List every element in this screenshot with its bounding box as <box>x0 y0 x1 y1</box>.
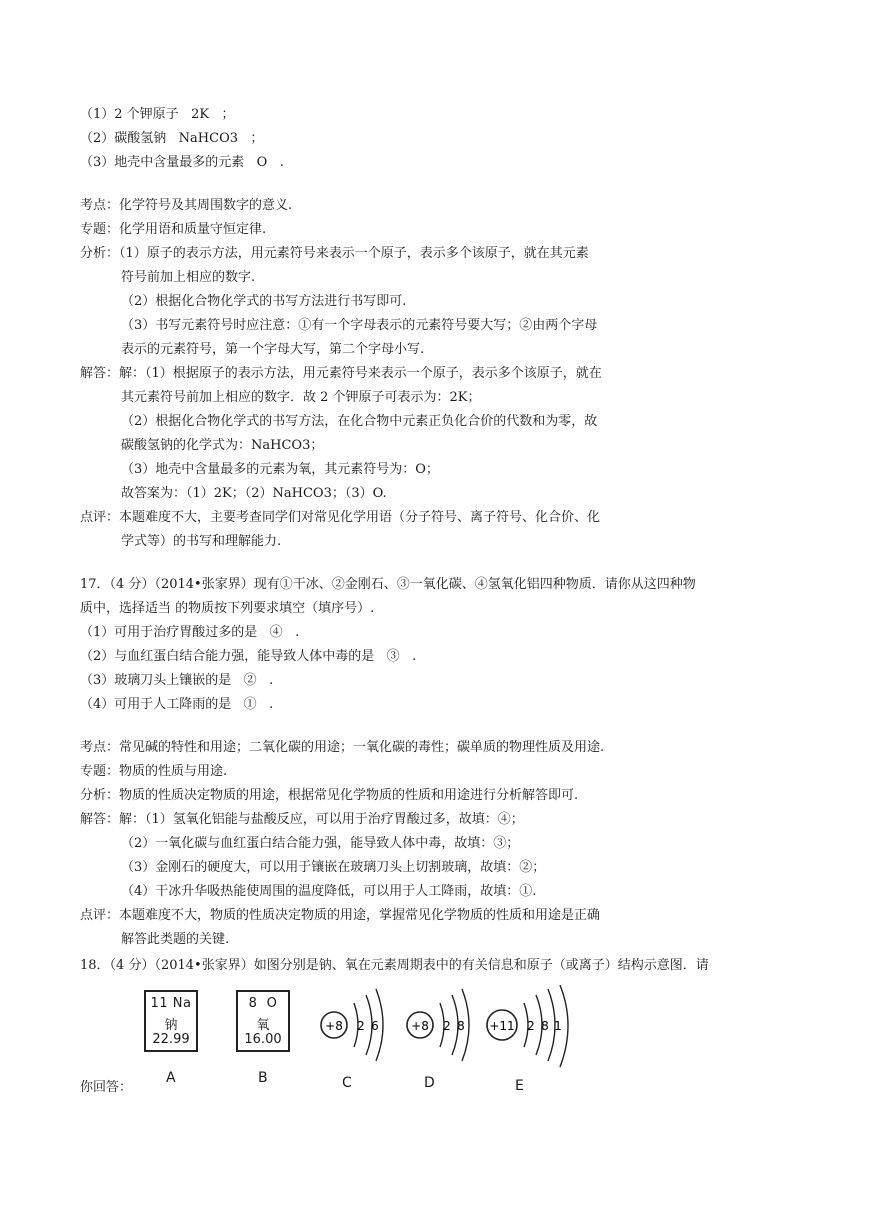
q18-ni-huida: 你回答： <box>80 1080 133 1095</box>
periodic-tile-sodium <box>144 990 198 1052</box>
struct-c-nucleus: +8 <box>325 1019 343 1033</box>
struct-d-nucleus: +8 <box>411 1019 429 1033</box>
tile-b-number-symbol: 8 O <box>248 996 278 1011</box>
q16-jieda-1b: 其元素符号前加上相应的数字．故 2 个钾原子可表示为：2K； <box>121 390 481 405</box>
tile-a-number-symbol: 11 Na <box>150 996 192 1011</box>
q16-fenxi-1b: 符号前加上相应的数字. <box>121 270 256 285</box>
struct-e-shell-1: 2 <box>527 1019 535 1033</box>
struct-d-shell-2: 8 <box>457 1019 465 1033</box>
atom-structure-e <box>487 985 568 1067</box>
q16-zhuanti: 专题：化学用语和质量守恒定律. <box>80 222 267 237</box>
figure-label-d: D <box>424 1075 435 1091</box>
struct-e-nucleus: +11 <box>489 1019 515 1033</box>
q16-answer-3: （3）地壳中含量最多的元素 O . <box>80 155 284 170</box>
figure-label-e: E <box>515 1078 524 1094</box>
figure-label-c: C <box>342 1075 352 1091</box>
q17-answer-1: （1）可用于治疗胃酸过多的是 ④ . <box>80 625 300 640</box>
q16-kaodian: 考点：化学符号及其周围数字的意义. <box>80 198 293 213</box>
q17-kaodian: 考点：常见碱的特性和用途；二氧化碳的用途；一氧化碳的毒性；碳单质的物理性质及用途. <box>80 740 605 755</box>
tile-a-mass: 22.99 <box>152 1032 190 1047</box>
figure-label-a: A <box>166 1070 176 1086</box>
q18-stem: 18．（4 分）（2014•张家界）如图分别是钠、氧在元素周期表中的有关信息和原子（或离子）结构示意图．请 <box>80 958 709 973</box>
q16-jieda-1a: 解答：解：（1）根据原子的表示方法，用元素符号来表示一个原子，表示多个该原子，就在 <box>80 366 602 381</box>
q17-stem-a: 17．（4 分）（2014•张家界）现有①干冰、②金刚石、③一氧化碳、④氢氧化铝四种物质．请你从这四种物 <box>80 577 696 592</box>
q16-fenxi-1a: 分析：（1）原子的表示方法，用元素符号来表示一个原子，表示多个该原子，就在其元素 <box>80 246 589 261</box>
struct-e-shell-2: 8 <box>541 1019 549 1033</box>
struct-e-shell-3: 1 <box>554 1019 562 1033</box>
tile-b-name: 氧 <box>256 1018 270 1033</box>
q16-fenxi-3b: 表示的元素符号，第一个字母大写，第二个字母小写. <box>121 342 425 357</box>
q17-answer-4: （4）可用于人工降雨的是 ① . <box>80 697 274 712</box>
struct-c-shell-1: 2 <box>357 1019 365 1033</box>
q16-jieda-2a: （2）根据化合物化学式的书写方法，在化合物中元素正负化合价的代数和为零，故 <box>121 414 598 429</box>
atom-structure-diagrams <box>310 985 590 1095</box>
q17-jieda-2: （2）一氧化碳与血红蛋白结合能力强，能导致人体中毒，故填：③； <box>121 836 520 851</box>
struct-d-shell-1: 2 <box>443 1019 451 1033</box>
q16-jieda-4: 故答案为：（1）2K；（2）NaHCO3；（3）O. <box>121 486 387 501</box>
tile-b-mass: 16.00 <box>244 1032 282 1047</box>
q17-dianping-b: 解答此类题的关键. <box>121 932 230 947</box>
q16-fenxi-2: （2）根据化合物化学式的书写方法进行书写即可. <box>121 294 407 309</box>
figure-label-b: B <box>258 1070 268 1086</box>
q16-answer-1: （1）2 个钾原子 2K ； <box>80 107 235 122</box>
q16-dianping-a: 点评：本题难度不大，主要考查同学们对常见化学用语（分子符号、离子符号、化合价、化 <box>80 510 601 525</box>
q16-dianping-b: 学式等）的书写和理解能力. <box>121 534 282 549</box>
atom-structure-c <box>321 989 383 1061</box>
q17-answer-3: （3）玻璃刀头上镶嵌的是 ② . <box>80 673 274 688</box>
q16-fenxi-3a: （3）书写元素符号时应注意：①有一个字母表示的元素符号要大写；②由两个字母 <box>121 318 598 333</box>
q16-jieda-2b: 碳酸氢钠的化学式为：NaHCO3； <box>121 438 324 453</box>
q17-stem-b: 质中，选择适当 的物质按下列要求填空（填序号）. <box>80 601 375 616</box>
q16-answer-2: （2）碳酸氢钠 NaHCO3 ； <box>80 131 264 146</box>
q17-zhuanti: 专题：物质的性质与用途. <box>80 764 228 779</box>
q17-jieda-4: （4）干冰升华吸热能使周围的温度降低，可以用于人工降雨，故填：①. <box>121 884 537 899</box>
periodic-tile-oxygen <box>236 990 290 1052</box>
q17-fenxi: 分析：物质的性质决定物质的用途，根据常见化学物质的性质和用途进行分析解答即可. <box>80 788 579 803</box>
q16-jieda-3: （3）地壳中含量最多的元素为氧，其元素符号为：O； <box>121 462 439 477</box>
q17-dianping-a: 点评：本题难度不大，物质的性质决定物质的用途，掌握常见化学物质的性质和用途是正确 <box>80 908 601 923</box>
q17-jieda-3: （3）金刚石的硬度大，可以用于镶嵌在玻璃刀头上切割玻璃，故填：②； <box>121 860 546 875</box>
q17-jieda-1: 解答：解：（1）氢氧化铝能与盐酸反应，可以用于治疗胃酸过多，故填：④； <box>80 812 524 827</box>
q17-answer-2: （2）与血红蛋白结合能力强，能导致人体中毒的是 ③ . <box>80 649 417 664</box>
struct-c-shell-2: 6 <box>371 1019 379 1033</box>
tile-a-name: 钠 <box>164 1018 178 1033</box>
atom-structure-d <box>407 989 469 1061</box>
